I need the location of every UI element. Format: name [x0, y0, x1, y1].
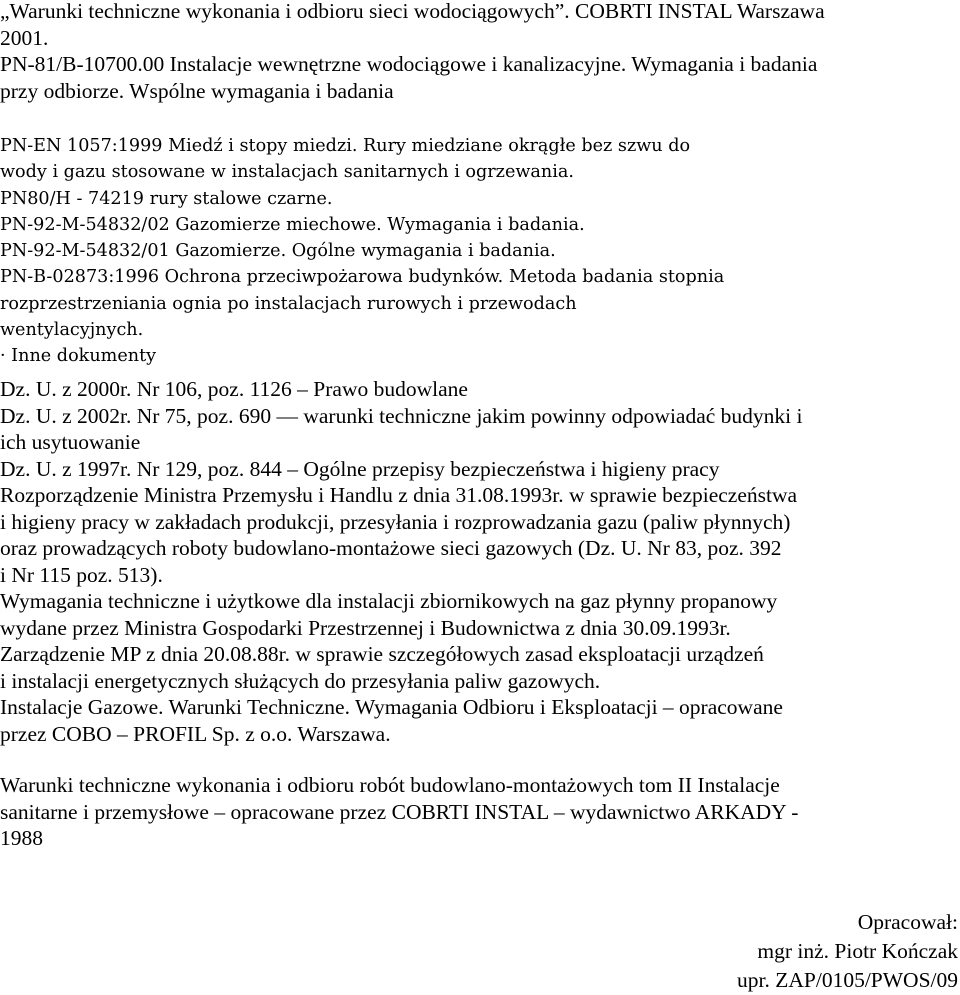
text-line: Warunki techniczne wykonania i odbioru robót budowlano-montażowych tom II Instalacje — [0, 773, 780, 797]
text-line: PN-B-02873:1996 Ochrona przeciwpożarowa budynków. Metoda badania stopnia — [0, 267, 725, 288]
text-line: oraz prowadzących roboty budowlano-montażowe sieci gazowych (Dz. U. Nr 83, poz. 392 — [0, 536, 782, 560]
prepared-by-label: Opracował: — [857, 910, 958, 934]
text-line: przez COBO – PROFIL Sp. z o.o. Warszawa. — [0, 721, 391, 746]
author-signature-block — [737, 908, 958, 995]
text-line: PN-81/B-10700.00 Instalacje wewnętrzne wodociągowe i kanalizacyjne. Wymagania i badania — [0, 52, 818, 76]
text-line: przy odbiorze. Wspólne wymagania i badania — [0, 78, 394, 103]
text-line: i instalacji energetycznych służących do przesyłania paliw gazowych. — [0, 668, 601, 693]
references-block-norms — [0, 133, 958, 370]
text-line: 1988 — [0, 826, 43, 850]
text-line: Dz. U. z 2002r. Nr 75, poz. 690 — warunki techniczne jakim powinny odpowiadać budynki i — [0, 403, 803, 428]
text-line: Dz. U. z 1997r. Nr 129, poz. 844 – Ogólne przepisy bezpieczeństwa i higieny pracy — [0, 456, 720, 481]
text-line: i Nr 115 poz. 513). — [0, 562, 163, 587]
text-line: ich usytuowanie — [0, 430, 141, 454]
references-block-technical-conditions — [0, 772, 958, 852]
text-line: „Warunki techniczne wykonania i odbioru sieci wodociągowych”. COBRTI INSTAL Warszawa — [0, 0, 825, 23]
text-line: 2001. — [0, 25, 49, 50]
text-line: Wymagania techniczne i użytkowe dla instalacji zbiornikowych na gaz płynny propanowy — [0, 589, 778, 613]
references-block-standards — [0, 0, 958, 104]
text-line: rozprzestrzeniania ognia po instalacjach rurowych i przewodach — [0, 293, 577, 314]
text-line: PN-92-M-54832/01 Gazomierze. Ogólne wymagania i badania. — [0, 241, 556, 262]
text-line: wentylacyjnych. — [0, 320, 144, 341]
text-line: sanitarne i przemysłowe – opracowane przez COBRTI INSTAL – wydawnictwo ARKADY - — [0, 799, 799, 824]
references-block-regulations — [0, 376, 958, 747]
text-line: PN-92-M-54832/02 Gazomierze miechowe. Wymagania i badania. — [0, 214, 585, 235]
text-line: wody i gazu stosowane w instalacjach sanitarnych i ogrzewania. — [0, 162, 574, 183]
author-name: mgr inż. Piotr Kończak — [757, 939, 958, 963]
author-license-number: upr. ZAP/0105/PWOS/09 — [737, 968, 958, 992]
text-line: Dz. U. z 2000r. Nr 106, poz. 1126 – Prawo budowlane — [0, 377, 468, 401]
text-line: i higieny pracy w zakładach produkcji, przesyłania i rozprowadzania gazu (paliw płynnych) — [0, 509, 791, 534]
text-line: Rozporządzenie Ministra Przemysłu i Handlu z dnia 31.08.1993r. w sprawie bezpieczeństwa — [0, 483, 798, 507]
text-line: PN-EN 1057:1999 Miedź i stopy miedzi. Rury miedziane okrągłe bez szwu do — [0, 136, 691, 156]
text-line: Zarządzenie MP z dnia 20.08.88r. w sprawie szczegółowych zasad eksploatacji urządzeń — [0, 642, 764, 666]
text-line: wydane przez Ministra Gospodarki Przestrzennej i Budownictwa z dnia 30.09.1993r. — [0, 615, 731, 640]
section-heading-other-documents: · Inne dokumenty — [0, 346, 157, 367]
text-line: PN80/H - 74219 rury stalowe czarne. — [0, 188, 333, 209]
text-line: Instalacje Gazowe. Warunki Techniczne. Wymagania Odbioru i Eksploatacji – opracowane — [0, 695, 783, 719]
